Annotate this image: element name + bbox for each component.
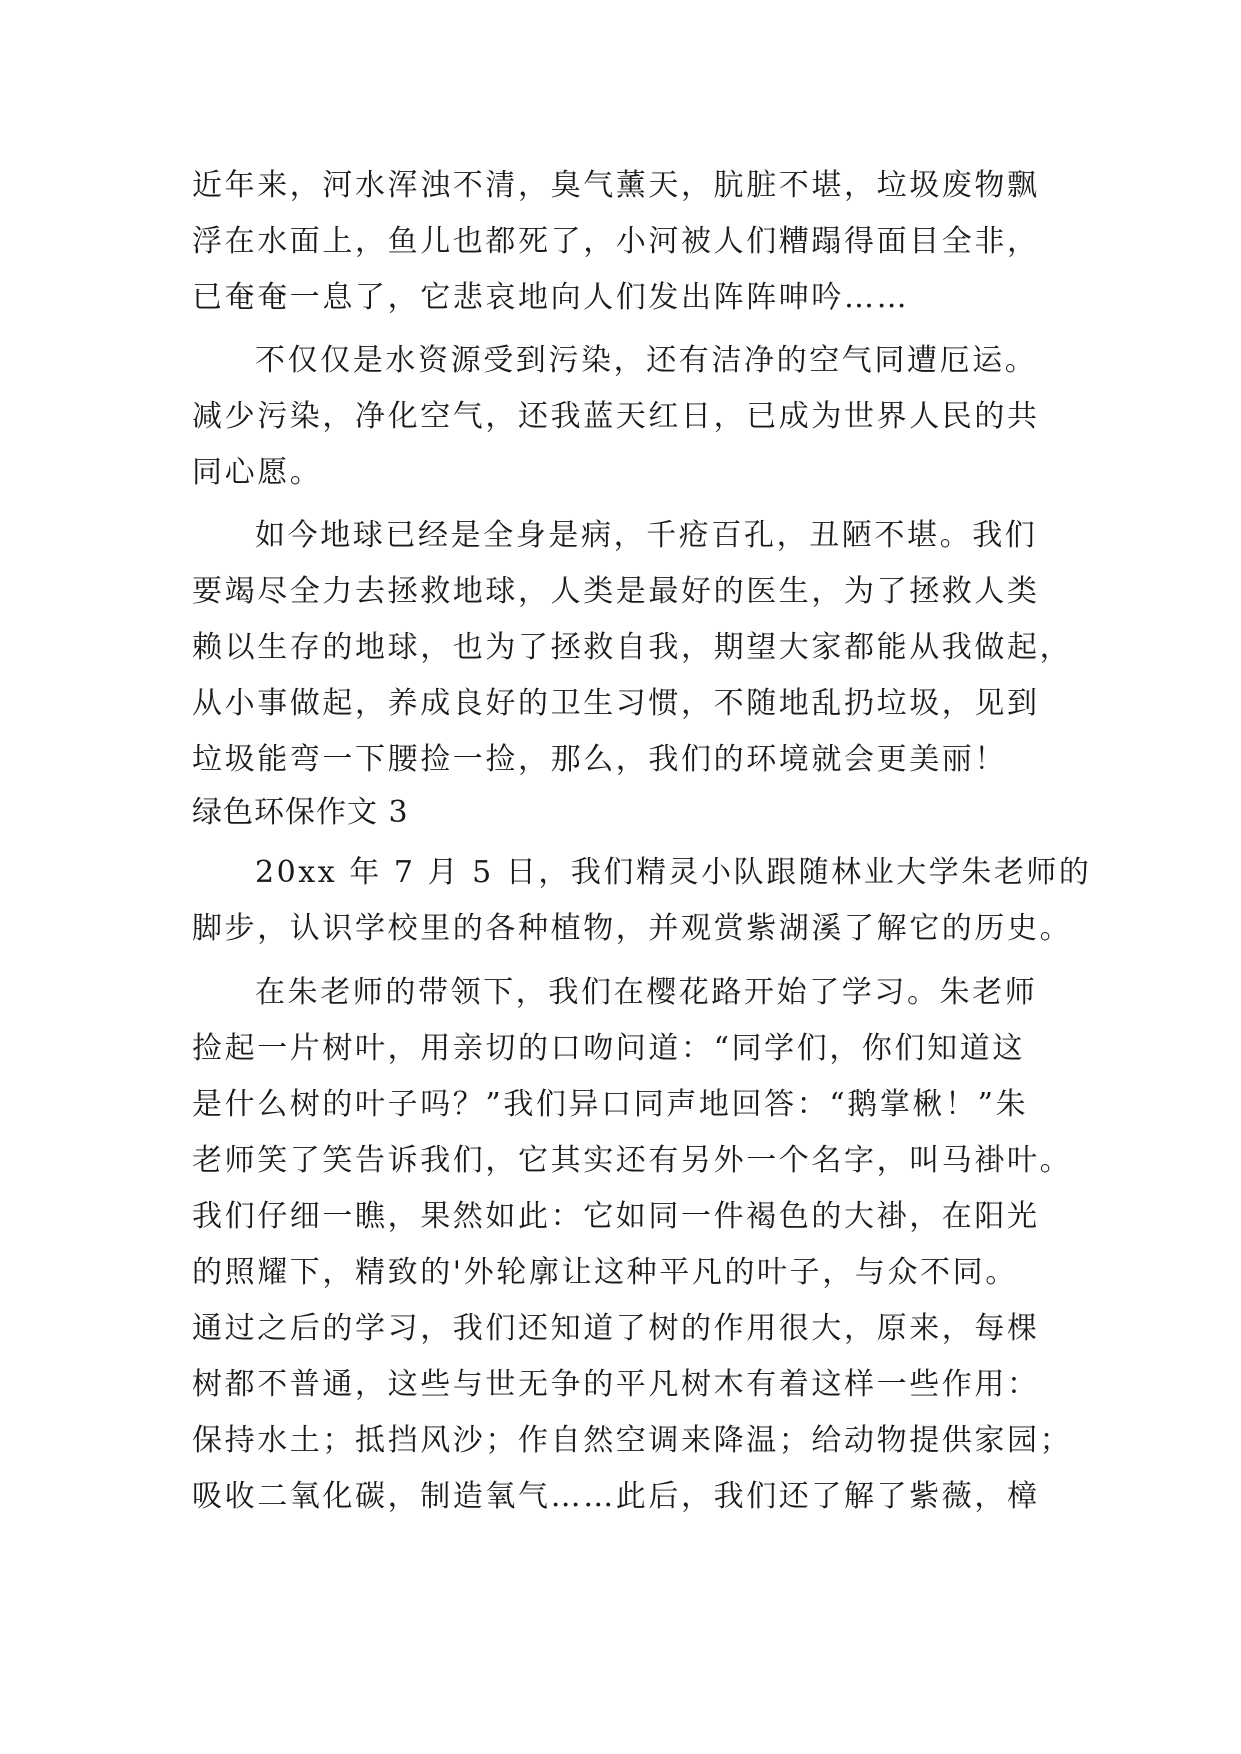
text-line: 在朱老师的带领下，我们在樱花路开始了学习。朱老师 xyxy=(255,975,1038,1010)
text-line: 树都不普通，这些与世无争的平凡树木有着这样一些作用： xyxy=(192,1367,1040,1402)
text-line: 吸收二氧化碳，制造氧气……此后，我们还了解了紫薇，樟 xyxy=(192,1479,1040,1514)
text-line: 从小事做起，养成良好的卫生习惯，不随地乱扔垃圾，见到 xyxy=(192,686,1040,721)
text-line: 如今地球已经是全身是病，千疮百孔，丑陋不堪。我们 xyxy=(255,518,1038,553)
text-line: 赖以生存的地球，也为了拯救自我，期望大家都能从我做起， xyxy=(192,630,1073,665)
text-line: 不仅仅是水资源受到污染，还有洁净的空气同遭厄运。 xyxy=(255,343,1038,378)
text-line: 保持水土；抵挡风沙；作自然空调来降温；给动物提供家园； xyxy=(192,1423,1073,1458)
text-line: 的照耀下，精致的'外轮廓让这种平凡的叶子，与众不同。 xyxy=(192,1255,1018,1290)
text-line: 同心愿。 xyxy=(192,455,323,490)
text-line: 20xx 年 7 月 5 日，我们精灵小队跟随林业大学朱老师的 xyxy=(255,855,1092,890)
text-line: 老师笑了笑告诉我们，它其实还有另外一个名字，叫马褂叶。 xyxy=(192,1143,1073,1178)
text-line: 捡起一片树叶，用亲切的口吻问道：“同学们，你们知道这 xyxy=(192,1031,1025,1066)
text-line: 脚步，认识学校里的各种植物，并观赏紫湖溪了解它的历史。 xyxy=(192,911,1073,946)
section-title: 绿色环保作文 3 xyxy=(192,795,409,830)
text-line: 浮在水面上，鱼儿也都死了，小河被人们糟蹋得面目全非， xyxy=(192,224,1040,259)
text-line: 垃圾能弯一下腰捡一捡，那么，我们的环境就会更美丽！ xyxy=(192,742,1007,777)
text-line: 通过之后的学习，我们还知道了树的作用很大，原来，每棵 xyxy=(192,1311,1040,1346)
text-line: 减少污染，净化空气，还我蓝天红日，已成为世界人民的共 xyxy=(192,399,1040,434)
text-line: 我们仔细一瞧，果然如此：它如同一件褐色的大褂，在阳光 xyxy=(192,1199,1040,1234)
text-line: 是什么树的叶子吗？”我们异口同声地回答：“鹅掌楸！”朱 xyxy=(192,1087,1029,1122)
text-line: 要竭尽全力去拯救地球，人类是最好的医生，为了拯救人类 xyxy=(192,574,1040,609)
text-line: 近年来，河水浑浊不清，臭气薰天，肮脏不堪，垃圾废物飘 xyxy=(192,168,1040,203)
text-line: 已奄奄一息了，它悲哀地向人们发出阵阵呻吟…… xyxy=(192,280,910,315)
